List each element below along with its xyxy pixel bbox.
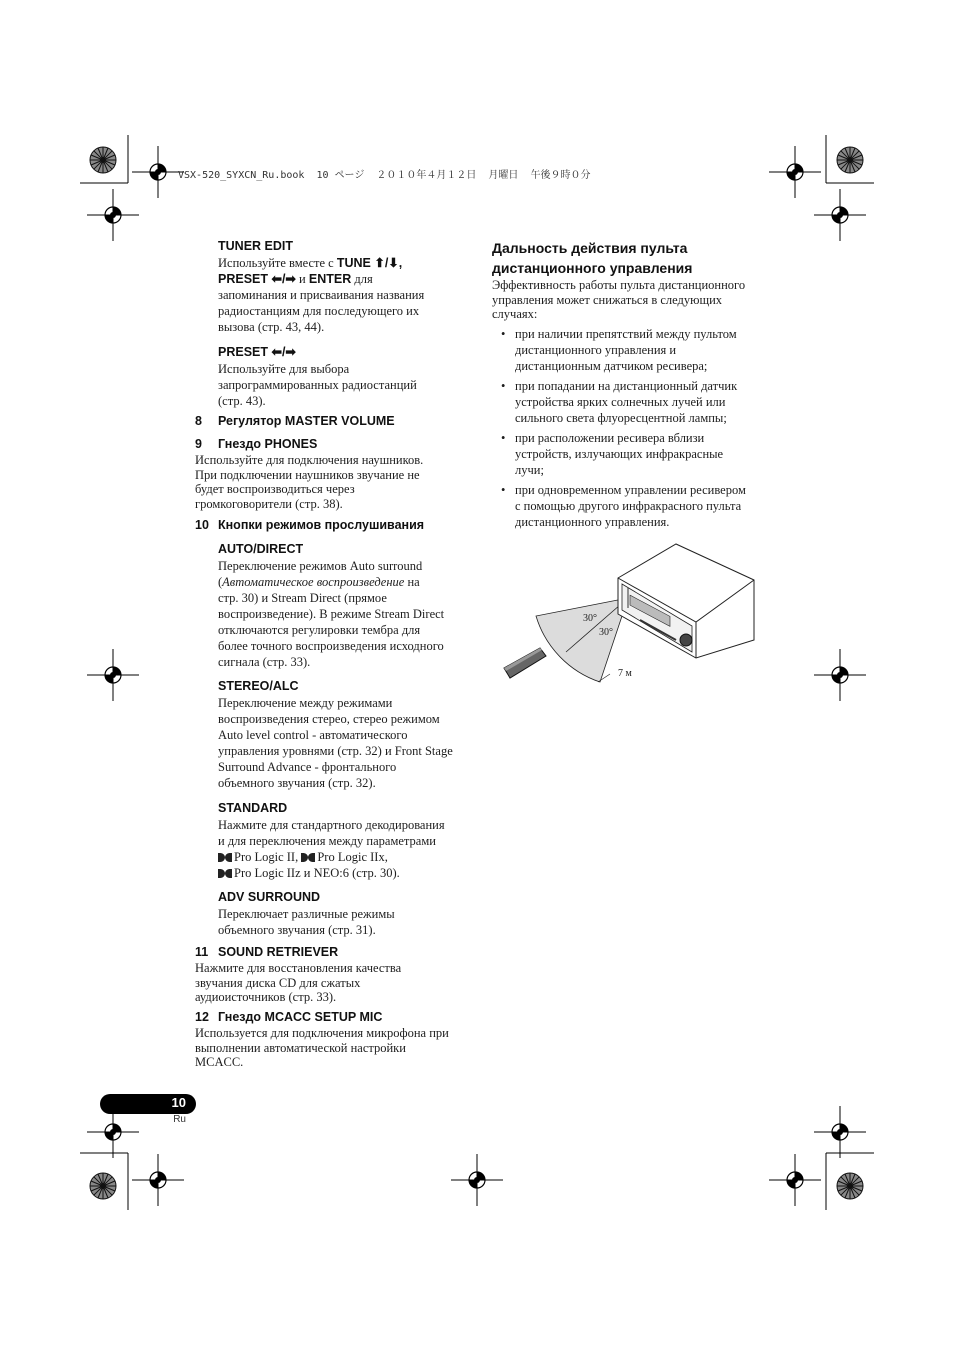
auto-direct-section: AUTO/DIRECT Переключение режимов Auto surround (Автоматическое воспроизведение на стр. 30) и Stream Direct (прямое воспроизведение). В режиме Stream Direct отключаются регулировки тембра для более точного воспроизведения исходного сигнала (стр. 33). (218, 542, 476, 670)
list-item: • при наличии препятствий между пультом дистанционного управления и дистанционным датчиком ресивера; (492, 326, 777, 374)
remote-control-drawing (504, 648, 546, 678)
preset-section: PRESET ⬅/➡ Используйте для выбора запрограммированных радиостанций (стр. 43). (218, 344, 476, 409)
adv-surround-section: ADV SURROUND Переключает различные режимы объемного звучания (стр. 31). (218, 890, 476, 938)
standard-section: STANDARD Нажмите для стандартного декодирования и для переключения между параметрами Pro Logic II, Pro Logic IIx, Pro Logic IIz и NEO:6 (стр. 30). (218, 801, 476, 881)
item-9-section: 9 Гнездо PHONES Используйте для подключения наушников. При подключении наушников звучание не будет воспроизводиться через громкоговорители (стр. 38). (195, 437, 424, 511)
angle-label-1: 30° (583, 613, 597, 624)
dolby-logo-icon (218, 869, 232, 878)
remote-range-bullets (492, 326, 777, 530)
stereo-alc-title: STEREO/ALC (218, 679, 299, 693)
angle-label-2: 30° (599, 627, 613, 638)
print-file-header: VSX-520_SYXCN_Ru.book 10 ページ ２０１０年４月１２日 月曜日 午後９時０分 (178, 170, 591, 181)
stereo-alc-section: STEREO/ALC Переключение между режимами воспроизведения стерео, стерео режимом Auto level control - автоматического управления уровнями (стр. 32) и Front Stage Surround Advance - фронтального объемного звучания (стр. 32). (218, 679, 476, 791)
item-12-section: 12 Гнездо MCACC SETUP MIC Используется для подключения микрофона при выполнении автоматической настройки MCACC. (195, 1010, 449, 1069)
tuner-edit-text: Используйте вместе с TUNE ⬆/⬇, PRESET ⬅/➡ и ENTER для запоминания и присваивания названия радиостанциям для последующего их вызова (стр. 43, 44). (218, 256, 425, 334)
tuner-edit-section (218, 239, 476, 335)
crop-mark-top-left (80, 135, 184, 241)
page-language: Ru (173, 1114, 186, 1125)
list-item: • при попадании на дистанционный датчик устройства ярких солнечных лучей или сильного света флуоресцентной лампы; (492, 378, 777, 426)
dolby-logo-icon (301, 853, 315, 862)
range-fan-shape (536, 598, 628, 682)
tuner-edit-title: TUNER EDIT (218, 239, 293, 253)
remote-range-intro: Эффективность работы пульта дистанционного управления может снижаться в следующих случаях: (492, 278, 746, 321)
distance-label: 7 м (618, 668, 632, 679)
remote-range-title: Дальность действия пульта дистанционного управления (492, 240, 693, 276)
adv-surround-title: ADV SURROUND (218, 890, 321, 904)
standard-title: STANDARD (218, 801, 288, 815)
crop-mark-bottom-center (451, 1154, 503, 1206)
page-number: 10 (171, 1095, 186, 1110)
crop-mark-middle-left (87, 649, 139, 701)
item-11-section: 11 SOUND RETRIEVER Нажмите для восстановления качества звучания диска CD для сжатых аудиоисточников (стр. 33). (195, 945, 402, 1004)
preset-title: PRESET ⬅/➡ (218, 345, 296, 359)
list-item: • при расположении ресивера вблизи устройств, излучающих инфракрасные лучи; (492, 430, 777, 478)
remote-range-diagram (500, 540, 760, 690)
remote-range-section (492, 238, 777, 534)
crop-mark-middle-right (814, 649, 866, 701)
list-item: • при одновременном управлении ресивером с помощью другого инфракрасного пульта дистанционного управления. (492, 482, 777, 530)
receiver-drawing (618, 544, 754, 658)
crop-mark-top-right (769, 135, 874, 241)
item-10-heading: 10 Кнопки режимов прослушивания (195, 518, 425, 532)
dolby-logo-icon (218, 853, 232, 862)
crop-mark-bottom-right (769, 1106, 874, 1210)
item-8-heading: 8 Регулятор MASTER VOLUME (195, 414, 395, 428)
auto-direct-title: AUTO/DIRECT (218, 542, 304, 556)
